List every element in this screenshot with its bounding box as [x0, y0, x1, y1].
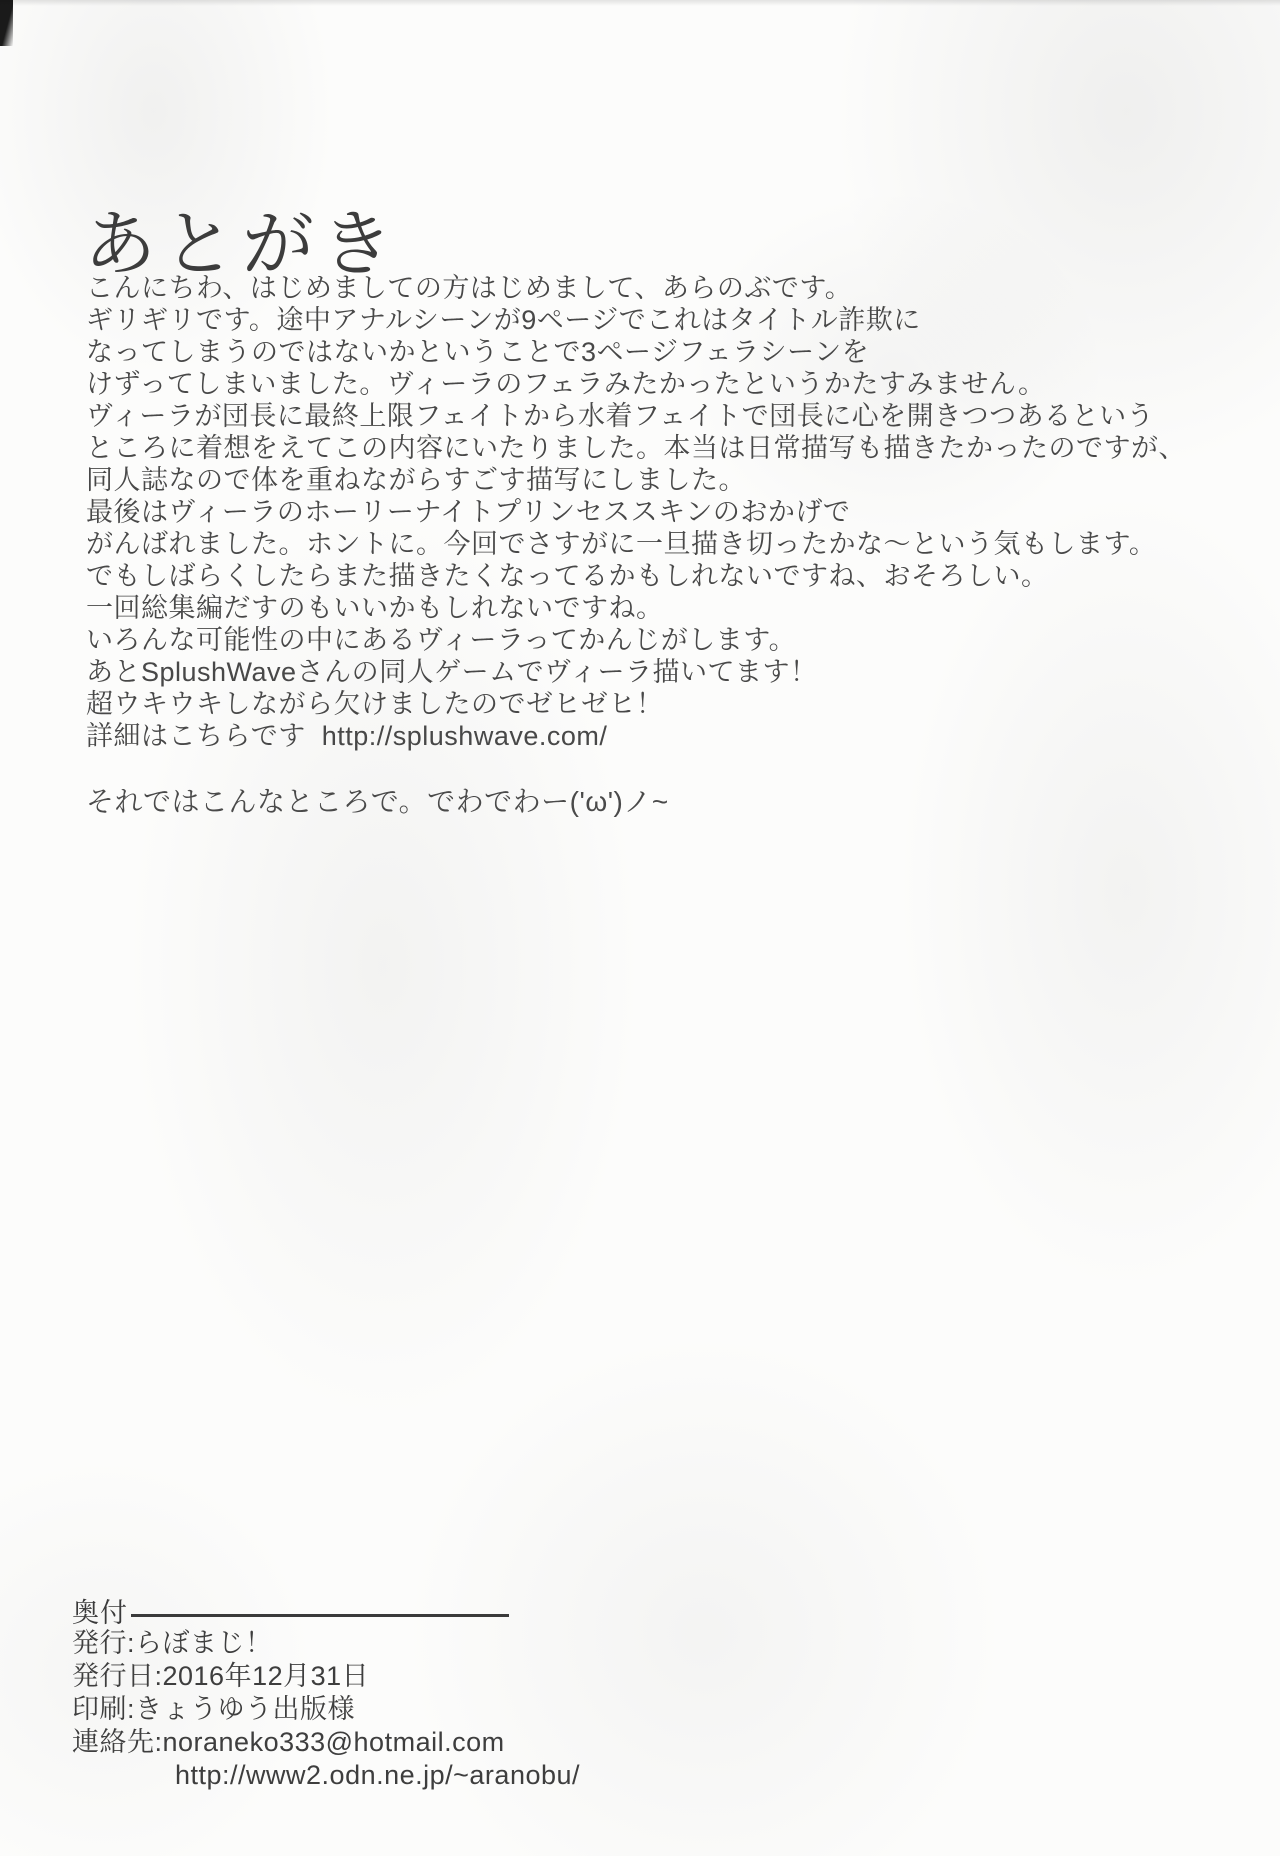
- colophon-line-contact-email: 連絡先:noraneko333@hotmail.com: [72, 1727, 505, 1757]
- body-line: 一回総集編だすのもいいかもしれないですね。: [86, 593, 664, 623]
- colophon-line-publisher: 発行:らぼまじ！: [72, 1628, 273, 1658]
- body-line: がんばれました。ホントに。今回でさすがに一旦描き切ったかな～という気もします。: [86, 529, 1157, 559]
- colophon-header-rule: [131, 1614, 509, 1617]
- body-line: ヴィーラが団長に最終上限フェイトから水着フェイトで団長に心を開きつつあるという: [86, 401, 1155, 431]
- body-line: ギリギリです。途中アナルシーンが9ページでこれはタイトル詐欺に: [86, 305, 921, 335]
- scan-corner-artifact: [0, 0, 13, 46]
- body-line: でもしばらくしたらまた描きたくなってるかもしれないですね、おそろしい。: [86, 561, 1049, 591]
- body-line: 最後はヴィーラのホーリーナイトプリンセススキンのおかげで: [86, 497, 851, 527]
- colophon: [72, 1594, 632, 1792]
- body-line: 詳細はこちらです http://splushwave.com/: [86, 721, 608, 751]
- colophon-line-publish-date: 発行日:2016年12月31日: [72, 1661, 370, 1691]
- colophon-line-contact-url: http://www2.odn.ne.jp/~aranobu/: [175, 1760, 581, 1790]
- colophon-header-label: 奥付: [72, 1598, 128, 1628]
- body-line: けずってしまいました。ヴィーラのフェラみたかったというかたすみません。: [86, 369, 1046, 399]
- body-line: 同人誌なので体を重ねながらすごす描写にしました。: [86, 465, 746, 495]
- colophon-line-printer: 印刷:きょうゆう出版様: [72, 1694, 356, 1724]
- afterword-body: [86, 272, 1196, 752]
- scan-edge-shadow: [0, 0, 1280, 6]
- body-line: いろんな可能性の中にあるヴィーラってかんじがします。: [86, 625, 797, 655]
- body-line: こんにちわ、はじめましての方はじめまして、あらのぶです。: [86, 273, 853, 303]
- page-title: あとがき: [84, 205, 401, 286]
- farewell-line: それではこんなところで。でわでわー('ω')ノ~: [86, 786, 669, 817]
- body-line: ところに着想をえてこの内容にいたりました。本当は日常描写も描きたかったのですが、: [86, 433, 1186, 463]
- body-line: あとSplushWaveさんの同人ゲームでヴィーラ描いてます！: [86, 657, 818, 687]
- body-line: 超ウキウキしながら欠けましたのでゼヒゼヒ！: [86, 689, 664, 719]
- colophon-header: [72, 1594, 632, 1627]
- body-line: なってしまうのではないかということで3ページフェラシーンを: [86, 337, 870, 367]
